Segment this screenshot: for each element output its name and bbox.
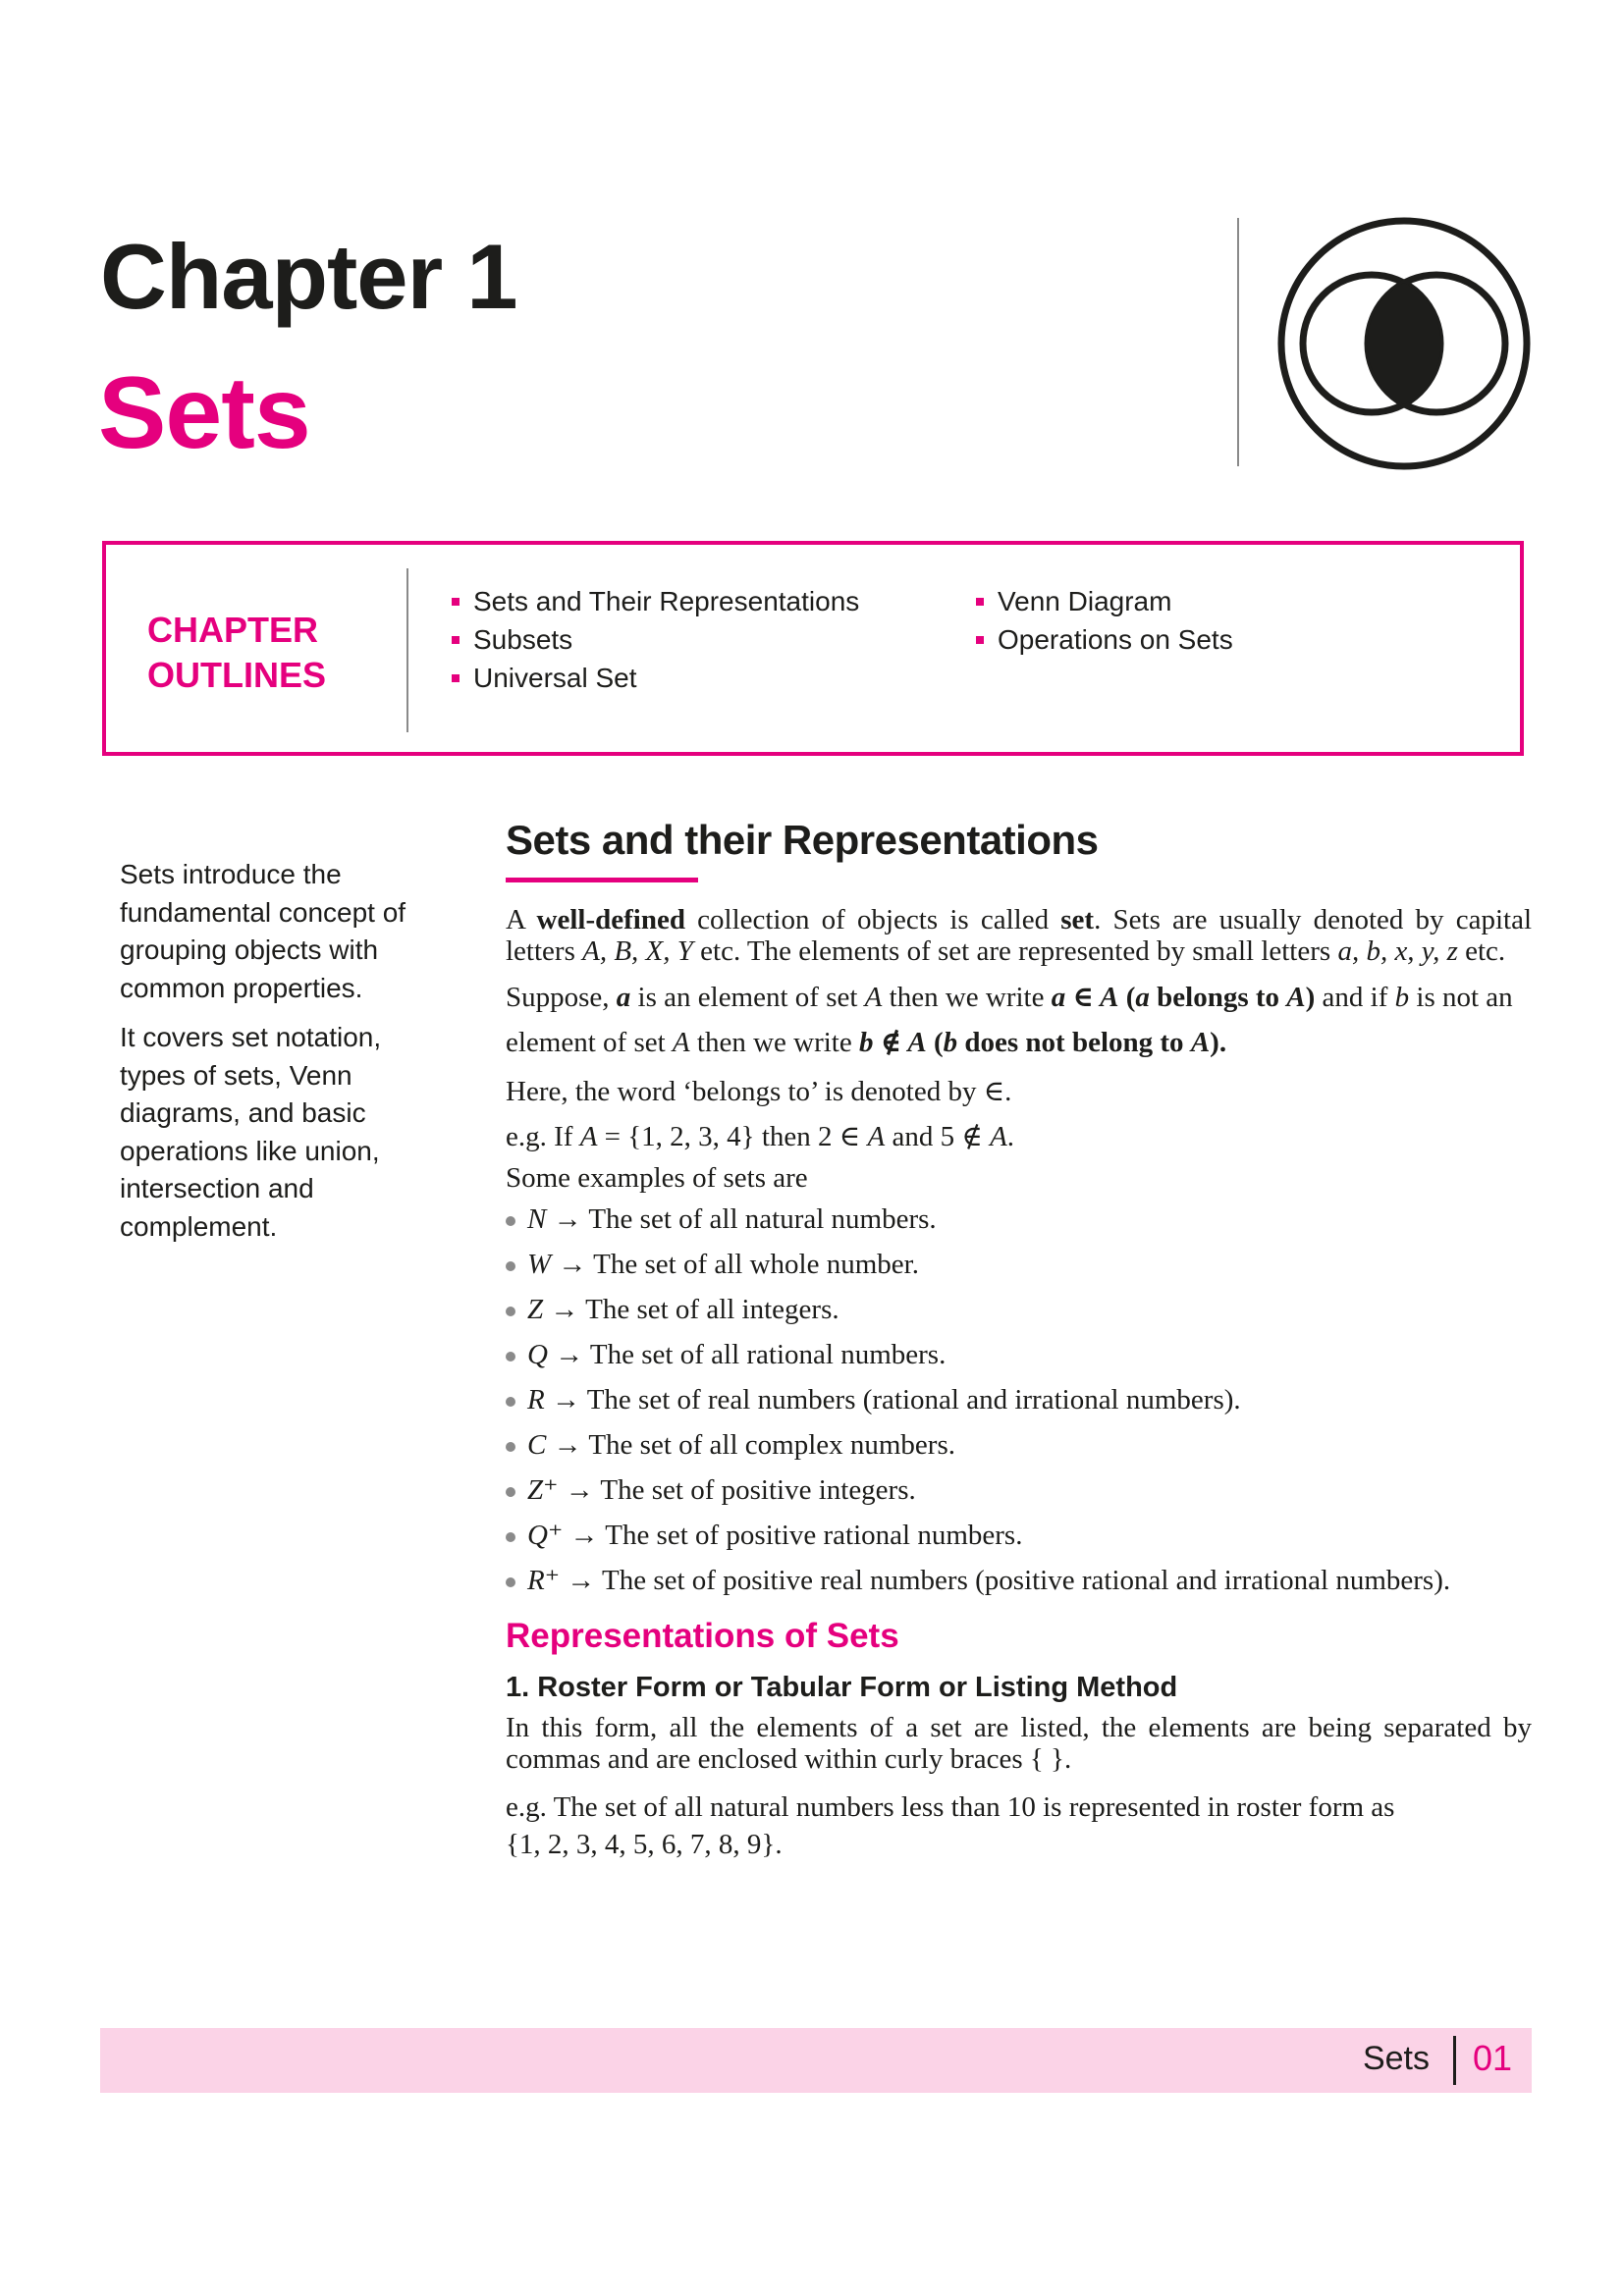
square-bullet-icon <box>452 636 460 644</box>
list-item: Q⁺ → The set of positive rational numbers. <box>506 1513 1532 1558</box>
section-underline <box>506 878 698 882</box>
list-item: W → The set of all whole number. <box>506 1242 1532 1287</box>
set-examples-list <box>506 1197 1532 1603</box>
page-number: 01 <box>1472 2038 1512 2078</box>
header-divider <box>1237 218 1239 466</box>
chapter-outlines-box <box>102 541 1524 756</box>
footer-divider <box>1453 2036 1456 2085</box>
list-item: R → The set of real numbers (rational and irrational numbers). <box>506 1377 1532 1422</box>
outline-column-2 <box>974 582 1233 659</box>
footer-band <box>100 2028 1532 2093</box>
chapter-label: Chapter 1 <box>100 225 517 328</box>
definition-paragraph: A well-defined collection of objects is called set. Sets are usually denoted by capital letters A, B, X, Y etc. The elements of set are represented by small letters a, b, x, y, z etc. <box>506 904 1533 967</box>
chapter-outlines-heading <box>147 608 326 698</box>
outline-item: Sets and Their Representations <box>450 582 859 620</box>
outline-heading-line1: CHAPTER <box>147 610 319 650</box>
intro-paragraph: Sets introduce the fundamental concept of grouping objects with common properties. <box>120 859 406 1003</box>
examples-intro: Some examples of sets are <box>506 1162 808 1194</box>
section-heading: Sets and their Representations <box>506 817 1099 863</box>
outline-item: Venn Diagram <box>974 582 1233 620</box>
list-item: Z⁺ → The set of positive integers. <box>506 1468 1532 1513</box>
method-example: e.g. The set of all natural numbers less than 10 is represented in roster form as {1, 2, 3, 4, 5, 6, 7, 8, 9}. <box>506 1791 1395 1860</box>
intro-sidebar <box>120 856 434 1257</box>
list-item: Q → The set of all rational numbers. <box>506 1332 1532 1377</box>
list-item: Z → The set of all integers. <box>506 1287 1532 1332</box>
bullet-icon <box>506 1261 515 1271</box>
outline-divider <box>406 568 408 732</box>
bullet-icon <box>506 1442 515 1452</box>
intro-paragraph: It covers set notation, types of sets, Venn diagrams, and basic operations like union, intersection and complement. <box>120 1022 382 1242</box>
subsection-heading: Representations of Sets <box>506 1617 899 1655</box>
list-item: C → The set of all complex numbers. <box>506 1422 1532 1468</box>
membership-paragraph: Suppose, a is an element of set A then we write a ∈ A (a belongs to A) and if b is not an element of set A then we write b ∉ A (b does not belong to A). <box>506 982 1513 1058</box>
bullet-icon <box>506 1307 515 1316</box>
bullet-icon <box>506 1397 515 1407</box>
bullet-icon <box>506 1532 515 1542</box>
outline-item: Subsets <box>450 620 859 659</box>
square-bullet-icon <box>452 674 460 682</box>
belongs-to-line: Here, the word ‘belongs to’ is denoted by ∈. <box>506 1076 1012 1107</box>
list-item: N → The set of all natural numbers. <box>506 1197 1532 1242</box>
outline-heading-line2: OUTLINES <box>147 655 327 695</box>
square-bullet-icon <box>976 598 984 606</box>
bullet-icon <box>506 1352 515 1362</box>
outline-column-1 <box>450 582 859 697</box>
bullet-icon <box>506 1487 515 1497</box>
method-heading: 1. Roster Form or Tabular Form or Listing Method <box>506 1672 1178 1703</box>
footer-title: Sets <box>1362 2040 1430 2077</box>
bullet-icon <box>506 1577 515 1587</box>
square-bullet-icon <box>452 598 460 606</box>
bullet-icon <box>506 1216 515 1226</box>
list-item: R⁺ → The set of positive real numbers (positive rational and irrational numbers). <box>506 1558 1532 1603</box>
example-line: e.g. If A = {1, 2, 3, 4} then 2 ∈ A and 5 ∉ A. <box>506 1121 1015 1152</box>
square-bullet-icon <box>976 636 984 644</box>
outline-item: Universal Set <box>450 659 859 697</box>
outline-item: Operations on Sets <box>974 620 1233 659</box>
chapter-title: Sets <box>98 356 310 470</box>
venn-diagram-icon <box>1276 216 1532 471</box>
main-content <box>506 817 1532 1863</box>
method-description: In this form, all the elements of a set are listed, the elements are being separated by commas and are enclosed within curly braces { }. <box>506 1712 1532 1775</box>
